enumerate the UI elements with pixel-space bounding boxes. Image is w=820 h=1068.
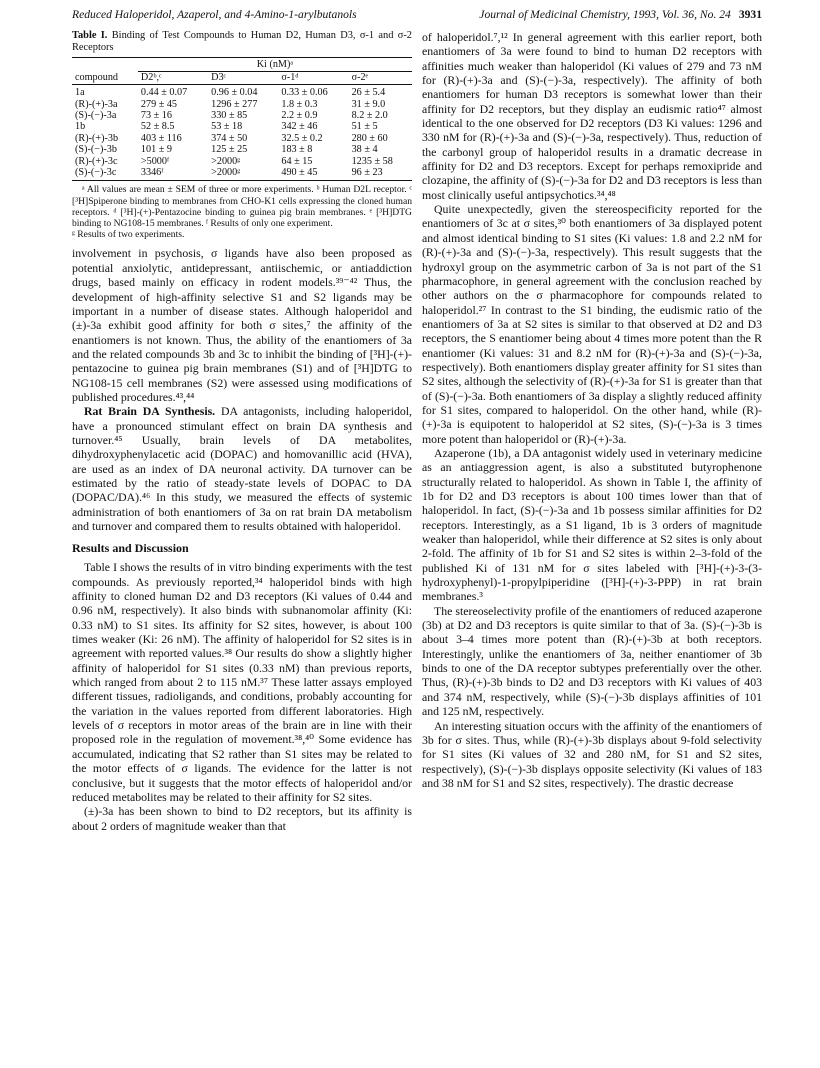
ki-value-cell: 280 ± 60 <box>351 132 388 144</box>
table-row <box>72 110 412 121</box>
ki-value-cell: 279 ± 45 <box>140 98 178 110</box>
ki-value-cell: 51 ± 5 <box>351 121 378 133</box>
col-header: σ-2ᵉ <box>349 71 412 84</box>
ki-value-cell: 183 ± 8 <box>281 144 313 156</box>
journal-name: Journal of Medicinal Chemistry, 1993, Vol. 36, No. 24 <box>479 8 731 21</box>
ki-value-cell: 3346ᶠ <box>138 167 208 181</box>
table-body <box>72 85 412 181</box>
ki-value-cell: 52 ± 8.5 <box>140 121 175 133</box>
ki-value-cell: 8.2 ± 2.0 <box>351 110 388 122</box>
body-paragraph: The stereoselectivity profile of the enantiomers of reduced azaperone (3b) at D2 and D3 receptors is quite similar to that of 3a. (S)-(−)-3b is about 3–4 times more potent than (R)-(+)-3b at both receptors. Interestingly, unlike the enantiomers of 3a, neither enantiomer of 3b binds to one of the DA receptor subtypes preferentially over the other. Thus, (R)-(+)-3b binds to D2 and D3 receptors with Ki values of 403 and 374 nM, respectively, while (S)-(−)-3b displays affinities of 101 and 125 nM, respectively. <box>422 603 762 719</box>
ki-value-cell: >5000ᶠ <box>140 155 170 167</box>
ki-value-cell: 26 ± 5.4 <box>351 87 386 99</box>
compound-cell: (R)-(+)-3c <box>75 155 118 167</box>
compound-cell: (R)-(+)-3b <box>75 132 119 144</box>
section-heading: Results and Discussion <box>72 541 189 556</box>
col-header: D3ᶜ <box>208 71 278 84</box>
compound-cell: (S)-(−)-3b <box>75 144 117 156</box>
ki-value-cell: >2000ᵍ <box>211 155 241 167</box>
compound-cell: (R)-(+)-3a <box>75 98 118 110</box>
ki-value-cell: 1235 ± 58 <box>351 155 393 167</box>
page-number: 3931 <box>738 8 762 21</box>
ki-value-cell: 0.44 ± 0.07 <box>140 87 188 99</box>
left-column <box>72 30 412 833</box>
section-text: DA antagonists, including haloperidol, have a pronounced stimulant effect on brain DA synthesis and turnover.⁴⁵ Usually, brain levels of DA metabolites, dihydroxyphenylacetic acid (DOPAC) and homovanillic acid (HVA), are used as an index of DA neuronal activity. DA turnover can be estimated by the ratio of steady-state levels of DOPAC to DA (DOPAC/DA).⁴⁶ In this study, we measured the effects of systemic administration of both enantiomers of 3a on rat brain DA metabolism and turnover and compared them to results obtained with haloperidol. <box>72 404 413 534</box>
ki-value-cell: 53 ± 18 <box>211 121 243 133</box>
col-header: D2ᵇ,ᶜ <box>138 71 208 84</box>
ki-value-cell: 374 ± 50 <box>211 132 248 144</box>
body-paragraph: of haloperidol.⁷,¹² In general agreement with this earlier report, both enantiomers of 3a were found to bind to human D2 receptors with affinities much weaker than haloperidol (Ki values of 279 and 73 nM for (R)-(+)-3a and (S)-(−)-3a, respectively). The affinity of both enantiomers for human D3 receptors is somewhat lower than their affinity for D2 receptors, but they display an eudismic ratio⁴⁷ almost identical to the one observed for D2 receptors (D3 Ki values: 1296 and 330 nM for (R)-(+)-3a and (S)-(−)-3a, respectively). Thus, reduction of the carbonyl group of haloperidol results in a dramatic decrease in affinity for D2 and D3 receptors. Except for perhaps remoxipride and clozapine, the affinity of (S)-(−)-3a for D2 and D3 receptors is less than most clinically useful antipsychotics.³⁴,⁴⁸ <box>422 30 762 202</box>
binding-table <box>72 57 412 181</box>
body-paragraph: Azaperone (1b), a DA antagonist widely used in veterinary medicine as an antiaggression agent, is also a substituted butyrophenone structurally related to haloperidol. As shown in Table I, the affinity of 1b for D2 and D3 receptors is about 100 times lower than that of haloperidol. In fact, (S)-(−)-3a and 1b possess similar affinities for D2 receptors. Interestingly, as a S1 ligand, 1b is 3 orders of magnitude weaker than haloperidol, while their difference at S2 sites is only about 2-fold. The affinity of 1b for S1 and S2 sites is within 2–3-fold of the published Ki of 131 nM for σ sites labeled with [³H]-(+)-3-(3-hydroxyphenyl)-1-propylpiperidine ([³H]-(+)-3-PPP) in rat brain membranes.³ <box>422 445 762 604</box>
running-header <box>72 8 762 26</box>
section-heading: Rat Brain DA Synthesis. <box>84 404 216 419</box>
table-row <box>72 85 412 99</box>
ki-value-cell: 403 ± 116 <box>140 132 182 144</box>
compound-cell: 1b <box>75 121 86 133</box>
table-caption-label: Table I. <box>72 30 108 41</box>
ki-value-cell: 101 ± 9 <box>140 144 172 156</box>
ki-value-cell: 32.5 ± 0.2 <box>281 132 323 144</box>
body-paragraph: (±)-3a has been shown to bind to D2 receptors, but its affinity is about 2 orders of magnitude weaker than that <box>72 804 412 833</box>
col-header: σ-1ᵈ <box>278 71 348 84</box>
ki-value-cell: 73 ± 16 <box>140 110 172 122</box>
table-caption <box>72 30 412 54</box>
table-ki-row <box>72 58 412 71</box>
ki-value-cell: 342 ± 46 <box>281 121 318 133</box>
body-paragraph: Table I shows the results of in vitro binding experiments with the test compounds. As previously reported,³⁴ haloperidol binds with high affinity to cloned human D2 and D3 receptors (Ki values of 0.44 and 0.96 nM, respectively). It also binds with subnanomolar affinity (Ki: 0.33 nM) to S1 sites. Its affinity for S2 sites, however, is about 100 times weaker (Ki: 26 nM). The affinity of haloperidol for S2 sites is in agreement with reported values.³⁸ Our results do show a slightly higher affinity of haloperidol for S1 sites (0.33 nM) than previous reports, which ranged from about 2 to 115 nM.³⁷ These latter assays employed different tissues, radioligands, and conditions, probably accounting for the variation in the values reported from different laboratories. High levels of σ receptors in motor areas of the brain are in line with their proposed role in the regulation of movement.³⁸,⁴⁰ Some evidence has accumulated, indicating that S2 rather than S1 sites may be related to the motor effects of σ ligands. The evidence for the latter is not conclusive, but it suggests that the motor effects of haloperidol and/or reduced metabolites may be related to their affinity for S2 sites. <box>72 560 412 804</box>
ki-value-cell: 96 ± 23 <box>349 167 412 181</box>
body-paragraph: Quite unexpectedly, given the stereospecificity reported for the enantiomers of 3c at σ sites,³⁰ both enantiomers of 3a displayed potent and almost identical binding to S1 sites (Ki values: 1.8 and 2.2 nM for (R)-(+)-3a and (S)-(−)-3a, respectively). This result suggests that the hydroxyl group on the asymmetric carbon of 3a is not part of the S1 pharmacophore, in general agreement with the conclusion reached by other authors on the σ pharmacophore for compounds related to haloperidol.²⁷ In contrast to the S1 binding, the eudismic ratio of the enantiomers of 3a at S2 sites is similar to that observed at D2 and D3 receptors, the S enantiomer being about 4 times more potent than the R enantiomer (Ki values: 31 and 8.2 nM for (R)-(+)-3a and (S)-(−)-3a, respectively). Both enantiomers display greater affinity for S1 sites than S2 sites, although the selectivity of (R)-(+)-3a for S1 is greater than that of (S)-(−)-3a. Both enantiomers of 3a display a slightly reduced affinity for S1 sites, compared to haloperidol. On the other hand, while (R)-(+)-3a is equipotent to haloperidol at S2 sites, (S)-(−)-3a is 3 times more potent than haloperidol or (R)-(+)-3a. <box>422 202 762 446</box>
table-row <box>72 121 412 132</box>
running-title: Reduced Haloperidol, Azaperol, and 4-Amino-1-arylbutanols <box>72 8 357 21</box>
ki-header: Ki (nM)ᵃ <box>138 58 412 71</box>
col-header: compound <box>72 71 138 84</box>
compound-cell: (S)-(−)-3a <box>75 110 117 122</box>
body-paragraph <box>72 404 412 533</box>
ki-value-cell: 31 ± 9.0 <box>351 98 386 110</box>
ki-value-cell: 490 ± 45 <box>278 167 348 181</box>
table-caption-text: Binding of Test Compounds to Human D2, Human D3, σ-1 and σ-2 Receptors <box>72 30 412 54</box>
ki-value-cell: 2.2 ± 0.9 <box>281 110 318 122</box>
body-paragraph: An interesting situation occurs with the affinity of the enantiomers of 3b for σ sites. Thus, while (R)-(+)-3b displays about 9-fold selectivity for S1 sites (Ki values of 32 and 280 nM, for S1 and S2 sites, respectively), (S)-(−)-3b displays opposite selectivity (Ki values of 183 and 38 nM for S1 and S2 sites, respectively). The drastic decrease <box>422 718 762 790</box>
compound-cell: (S)-(−)-3c <box>72 167 138 181</box>
table-row <box>72 144 412 155</box>
table-header-row <box>72 71 412 84</box>
table-footnote: ᵍ Results of two experiments. <box>72 229 185 241</box>
ki-value-cell: 1296 ± 277 <box>211 98 258 110</box>
compound-cell: 1a <box>75 87 85 99</box>
ki-value-cell: 125 ± 25 <box>211 144 248 156</box>
table-row <box>72 133 412 144</box>
ki-value-cell: 1.8 ± 0.3 <box>281 98 318 110</box>
ki-value-cell: 64 ± 15 <box>281 155 313 167</box>
ki-value-cell: 330 ± 85 <box>211 110 248 122</box>
ki-value-cell: >2000ᵍ <box>208 167 278 181</box>
table-row <box>72 167 412 181</box>
ki-value-cell: 0.96 ± 0.04 <box>211 87 258 99</box>
right-column <box>422 30 762 790</box>
ki-value-cell: 38 ± 4 <box>351 144 378 156</box>
journal-citation <box>479 8 762 21</box>
table-row <box>72 99 412 110</box>
body-paragraph: involvement in psychosis, σ ligands have also been proposed as potential anxiolytic, antidepressant, antiischemic, or antiaddiction drugs, based mainly on efficacy in rodent models.³⁹⁻⁴² Thus, the development of high-affinity selective S1 and S2 ligands may be important in a number of disease states. Although haloperidol and (±)-3a exhibit good affinity for both σ sites,⁷ the affinity of the enantiomers is not known. Thus, the ability of the enantiomers of 3a and the related compounds 3b and 3c to inhibit the binding of [³H]-(+)-pentazocine to guinea pig brain membranes (S1) and of [³H]DTG to NG108-15 cell membranes (S2) were assessed using modifications of published procedures.⁴³,⁴⁴ <box>72 246 412 404</box>
ki-value-cell: 0.33 ± 0.06 <box>281 87 328 99</box>
table-row <box>72 156 412 167</box>
table-footnote: ᵃ All values are mean ± SEM of three or more experiments. ᵇ Human D2L receptor. ᶜ [³H]Spiperone binding to membranes from CHO-K1 cells expressing the cloned human receptors. ᵈ [³H]-(+)-Pentazocine binding to guinea pig brain membranes. ᵉ [³H]DTG binding to NG108-15 membranes. ᶠ Results of only one experiment. <box>72 184 412 230</box>
